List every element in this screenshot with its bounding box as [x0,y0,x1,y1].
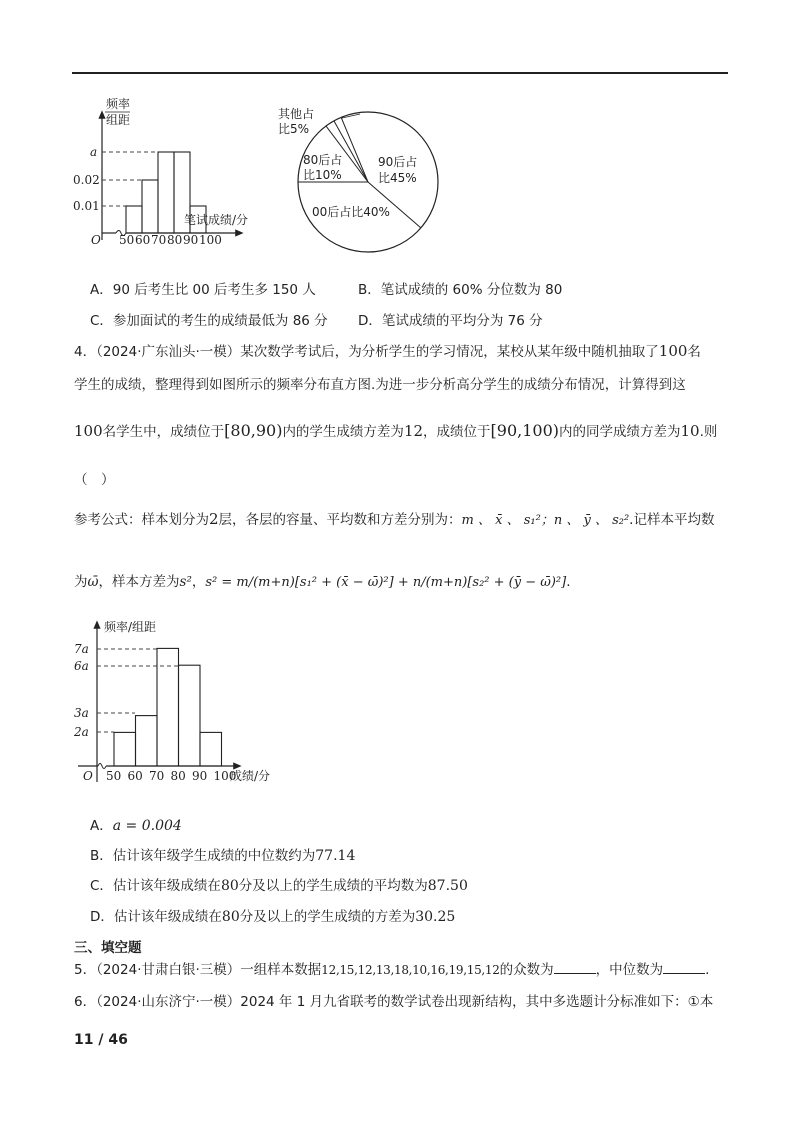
q4-option-c-mid: 分及以上的学生成绩的平均数为 [238,878,428,894]
ytick-3a: 3a [74,706,89,720]
histogram-2-xtick-90: 90 [192,769,208,783]
pie-label-90-2: 比45% [378,171,417,185]
histogram-1-xtick-80: 80 [167,233,183,247]
q4-option-c [90,874,468,894]
q4-formula2-c: ， [191,574,206,590]
q3-option-b: B．笔试成绩的 60% 分位数为 80 [358,282,563,298]
pie-label-other-2: 比5% [278,122,310,136]
q4-option-d-text: D．估计该年级成绩在 [90,909,222,925]
histogram-2 [70,612,300,792]
q4-option-a-label: A． [90,818,113,834]
q4-option-a [90,814,182,834]
q4-interval-2: [90,100) [490,421,559,440]
q4-line3-b: 内的学生成绩方差为 [282,424,404,440]
q4-line3-num1: 100 [74,422,103,440]
ytick-6a: 6a [74,659,89,673]
q4-line1-tail: 名 [687,344,701,360]
q4-interval-1: [80,90) [224,421,283,440]
q4-option-d-num1: 80 [221,909,240,925]
section-title: 三、填空题 [74,940,142,956]
q4-formula-c: .记样本平均数 [629,512,715,528]
ytick-2a: 2a [74,725,89,739]
ytick-a: a [90,145,98,159]
q4-option-c-num2: 87.50 [427,878,468,894]
q4-option-b-text: B．估计该年级学生成绩的中位数约为 [90,848,316,864]
histogram-2-xtick-70: 70 [149,769,165,783]
q4-line3-num3: 10 [680,422,700,440]
ytick-7a: 7a [74,642,89,656]
q4-option-b-num: 77.14 [315,848,356,864]
q4-formula2-s2: s² [179,574,192,590]
pie-label-00: 00后占比40% [312,205,390,219]
q3-option-c: C．参加面试的考生的成绩最低为 86 分 [90,313,328,329]
pie-label-90-1: 90后占 [378,155,418,169]
q5-line [74,958,709,978]
histogram-1-xtick-90: 90 [183,233,199,247]
q4-formula2-omega: ω̄ [87,574,99,590]
q5-text-d: . [705,962,710,978]
q4-formula-line-2 [74,570,570,590]
origin-label: O [91,233,101,247]
q3-option-d: D．笔试成绩的平均分为 76 分 [358,313,543,329]
q4-option-a-expr: a = 0.004 [112,818,182,834]
q5-text-c: ，中位数为 [595,962,664,978]
q3-option-a: A．90 后考生比 00 后考生多 150 人 [90,282,316,298]
ylabel-bottom: 组距 [106,113,131,127]
header-rule [72,72,728,74]
q4-line1-num: 100 [658,342,688,360]
ylabel-top: 频率 [106,97,131,111]
histogram-2-xtick-60: 60 [127,769,143,783]
histogram-1-bar-60-70 [142,180,158,233]
q4-formula2-end: . [566,574,571,590]
q6-line: 6．（2024·山东济宁·一模）2024 年 1 月九省联考的数学试卷出现新结构，其中多选题计分标准如下：①本 [74,994,714,1010]
q5-text-b: 的众数为 [499,962,554,978]
q4-line-2: 学生的成绩，整理得到如图所示的频率分布直方图.为进一步分析高分学生的成绩分布情况，计算得到这 [74,377,686,393]
q4-formula-line-1 [74,508,714,528]
q4-formula-num: 2 [209,510,219,528]
histogram-1 [72,92,272,252]
q4-line3-a: 名学生中，成绩位于 [102,424,225,440]
q4-formula2-b: ，样本方差为 [98,574,180,590]
q4-formula-b: 层，各层的容量、平均数和方差分别为： [218,512,462,528]
pie-label-80-1: 80后占 [303,153,343,167]
q4-option-c-text: C．估计该年级成绩在 [90,878,221,894]
q4-option-d [90,905,455,925]
ylabel: 频率/组距 [104,620,157,634]
ytick-001: 0.01 [73,199,100,213]
pie-chart [278,92,450,262]
q4-line3-d: 内的同学成绩方差为 [559,424,681,440]
q4-variance-formula: s² = m/(m+n)[s₁² + (x̄ − ω̄)²] + n/(m+n)[s₂² + (ȳ − ω̄)²] [205,575,567,590]
histogram-1-x-ticks [119,233,222,247]
xlabel: 成绩/分 [230,769,271,783]
pie-label-80-2: 比10% [303,168,342,182]
histogram-1-bar-50-60 [126,206,142,233]
q4-option-b [90,844,355,864]
q4-formula-a: 参考公式：样本划分为 [74,512,209,528]
histogram-2-bar-80-90 [179,665,201,766]
origin-label: O [83,769,93,783]
q4-option-c-num1: 80 [220,878,239,894]
q4-line3-num2: 12 [403,422,424,440]
histogram-1-xtick-100: 100 [199,233,222,247]
q4-formula-vars: m 、 x̄ 、 s₁²；n 、 ȳ 、 s₂² [461,513,630,528]
histogram-1-bar-70-80 [158,152,174,233]
q4-formula2-a: 为 [74,574,88,590]
q5-data: 12,15,12,13,18,10,16,19,15,12 [321,963,500,977]
q5-text-a: 5．（2024·甘肃白银·三模）一组样本数据 [74,962,322,978]
q4-line3-c: ，成绩位于 [423,424,491,440]
xlabel: 笔试成绩/分 [184,213,249,227]
histogram-1-xtick-60: 60 [135,233,151,247]
pie-label-other-1: 其他占 [278,107,315,121]
q4-option-d-num2: 30.25 [415,909,456,925]
q4-line1-text: 4．（2024·广东汕头·一模）某次数学考试后，为分析学生的学习情况，某校从某年级中随机抽取了 [74,344,659,360]
histogram-1-xtick-70: 70 [151,233,167,247]
histogram-2-bar-50-60 [114,732,136,766]
histogram-2-xtick-50: 50 [106,769,122,783]
histogram-1-xtick-50: 50 [119,233,135,247]
histogram-2-xtick-80: 80 [170,769,186,783]
histogram-2-x-ticks [106,769,236,783]
q5-blank-median[interactable] [663,961,705,974]
q4-paren: （ ） [74,472,115,488]
q4-line-1 [74,340,701,360]
q4-option-d-mid: 分及以上的学生成绩的方差为 [239,909,416,925]
q4-line-3 [74,420,717,440]
histogram-2-bar-90-100 [200,732,222,766]
page-number: 11 / 46 [74,1032,128,1048]
histogram-2-bar-60-70 [136,716,158,766]
q4-line3-e: .则 [699,424,718,440]
ytick-002: 0.02 [73,173,100,187]
histogram-2-xtick-100: 100 [213,769,237,783]
q5-blank-mode[interactable] [554,961,596,974]
